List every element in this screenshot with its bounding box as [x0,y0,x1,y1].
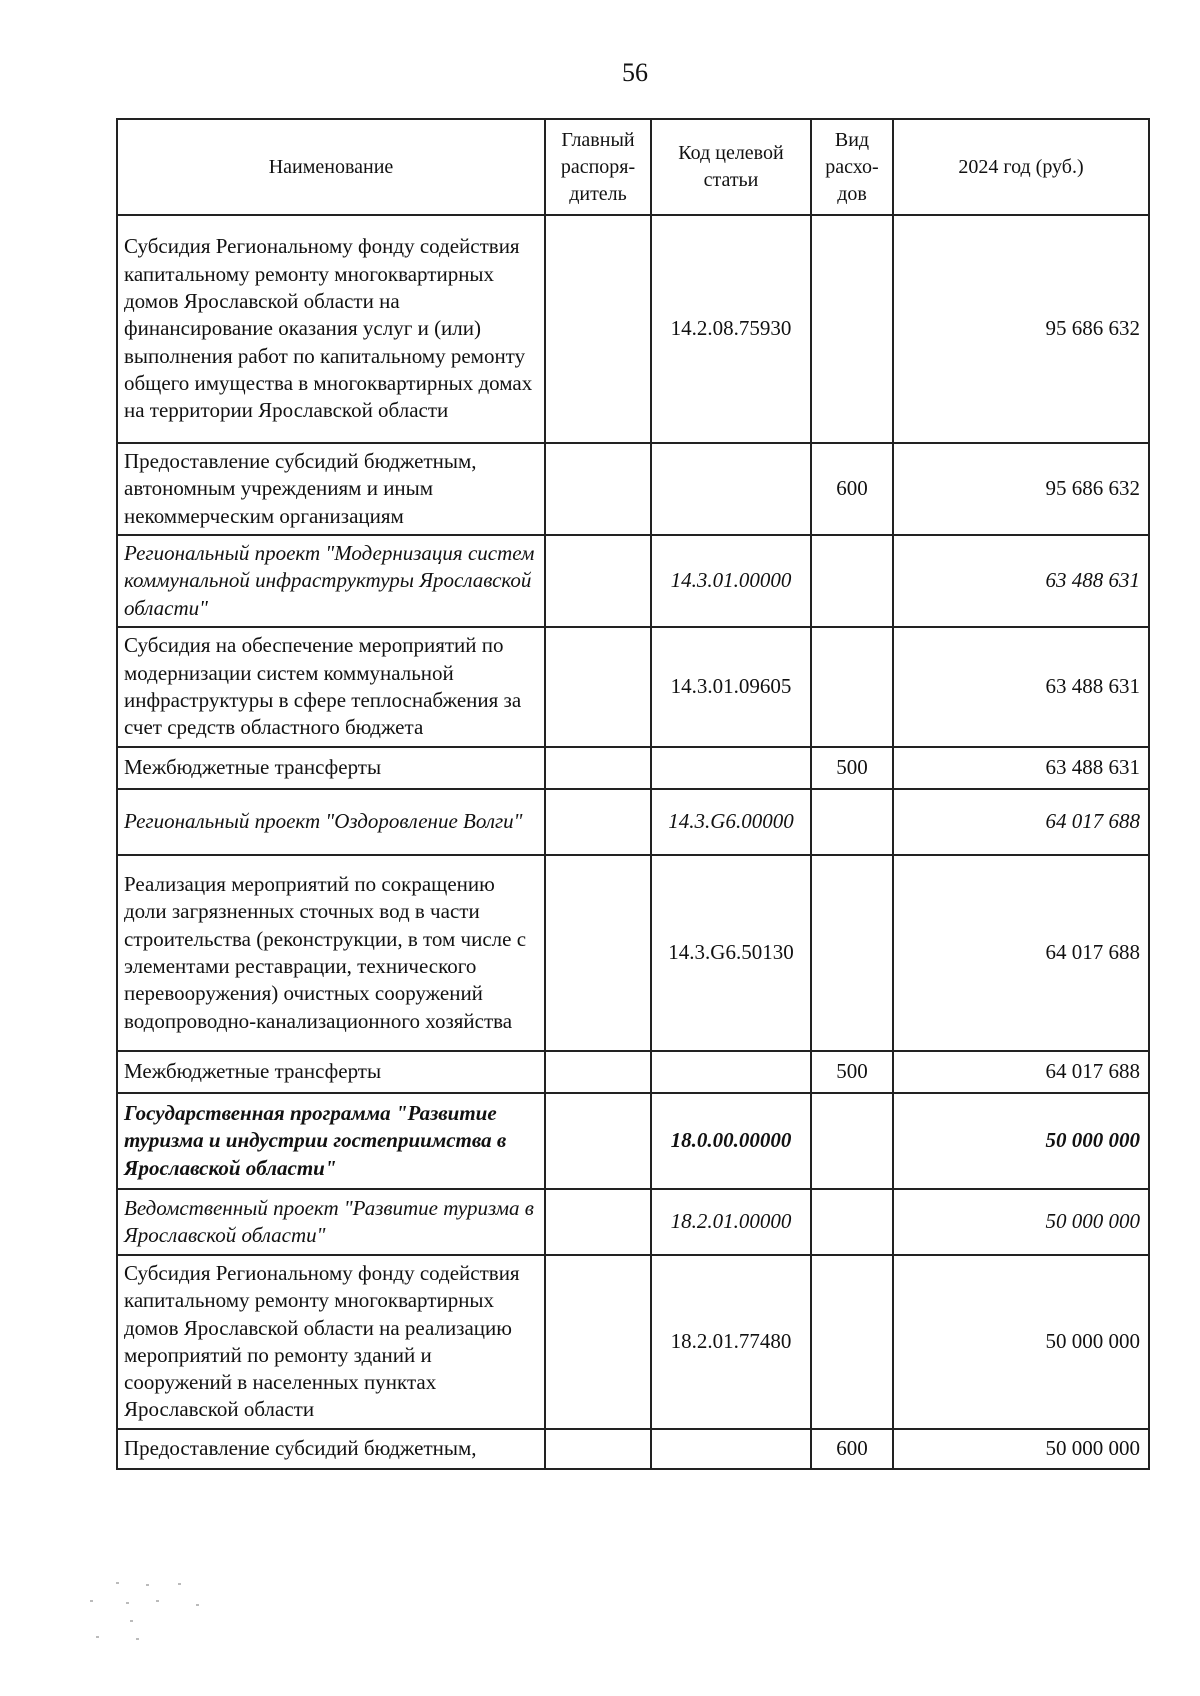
table-row [117,1093,1149,1189]
cell-grbs [545,1189,651,1255]
table-body [117,215,1149,1469]
cell-amount: 95 686 632 [893,443,1149,535]
header-grbs: Главный распоря-дитель [545,119,651,215]
cell-code: 14.3.G6.50130 [651,855,811,1051]
cell-grbs [545,535,651,627]
cell-vid: 600 [811,443,893,535]
cell-name: Государственная программа "Развитие туризма и индустрии гостеприимства в Ярославской области" [117,1093,545,1189]
cell-amount: 63 488 631 [893,535,1149,627]
cell-grbs [545,443,651,535]
cell-vid: 500 [811,1051,893,1093]
table-row [117,535,1149,627]
cell-grbs [545,1093,651,1189]
cell-name: Региональный проект "Модернизация систем коммунальной инфраструктуры Ярославской области" [117,535,545,627]
table-row [117,627,1149,747]
cell-code [651,443,811,535]
table-row [117,747,1149,789]
cell-name: Субсидия Региональному фонду содействия капитальному ремонту многоквартирных домов Ярославской области на реализацию мероприятий по ремонту зданий и сооружений в населенных пунктах Ярославской области [117,1255,545,1429]
cell-grbs [545,215,651,443]
cell-vid [811,1189,893,1255]
table-row [117,1429,1149,1469]
cell-code: 14.3.01.09605 [651,627,811,747]
table-row [117,215,1149,443]
header-vid: Вид расхо-дов [811,119,893,215]
table-header-row [117,119,1149,215]
cell-vid [811,789,893,855]
cell-name: Межбюджетные трансферты [117,747,545,789]
cell-name: Субсидия Региональному фонду содействия капитальному ремонту многоквартирных домов Ярославской области на финансирование оказания услуг и (или) выполнения работ по капитальному ремонту общего имущества в многоквартирных домах на территории Ярославской области [117,215,545,443]
cell-grbs [545,789,651,855]
cell-amount: 63 488 631 [893,747,1149,789]
cell-name: Субсидия на обеспечение мероприятий по модернизации систем коммунальной инфраструктуры в сфере теплоснабжения за счет средств областного бюджета [117,627,545,747]
cell-name: Реализация мероприятий по сокращению доли загрязненных сточных вод в части строительства (реконструкции, в том числе с элементами реставрации, технического перевооружения) очистных сооружений водопроводно-канализационного хозяйства [117,855,545,1051]
cell-grbs [545,1429,651,1469]
cell-amount: 50 000 000 [893,1189,1149,1255]
cell-code: 18.0.00.00000 [651,1093,811,1189]
table-row [117,1189,1149,1255]
cell-grbs [545,855,651,1051]
table-row [117,1051,1149,1093]
cell-name: Межбюджетные трансферты [117,1051,545,1093]
cell-grbs [545,747,651,789]
cell-amount: 50 000 000 [893,1255,1149,1429]
cell-grbs [545,627,651,747]
cell-code: 14.3.G6.00000 [651,789,811,855]
cell-amount: 50 000 000 [893,1429,1149,1469]
cell-amount: 64 017 688 [893,789,1149,855]
cell-code: 14.2.08.75930 [651,215,811,443]
cell-code [651,1051,811,1093]
cell-code: 14.3.01.00000 [651,535,811,627]
table-row [117,1255,1149,1429]
cell-vid: 600 [811,1429,893,1469]
table-row [117,789,1149,855]
cell-amount: 63 488 631 [893,627,1149,747]
header-name: Наименование [117,119,545,215]
cell-vid: 500 [811,747,893,789]
cell-amount: 50 000 000 [893,1093,1149,1189]
cell-code: 18.2.01.00000 [651,1189,811,1255]
cell-vid [811,1093,893,1189]
cell-amount: 95 686 632 [893,215,1149,443]
cell-vid [811,535,893,627]
cell-code [651,747,811,789]
cell-code: 18.2.01.77480 [651,1255,811,1429]
cell-amount: 64 017 688 [893,855,1149,1051]
cell-vid [811,855,893,1051]
budget-table [116,118,1150,1470]
header-code: Код целевой статьи [651,119,811,215]
cell-grbs [545,1255,651,1429]
cell-name: Ведомственный проект "Развитие туризма в Ярославской области" [117,1189,545,1255]
cell-vid [811,1255,893,1429]
cell-code [651,1429,811,1469]
header-year: 2024 год (руб.) [893,119,1149,215]
table-row [117,855,1149,1051]
cell-vid [811,215,893,443]
cell-name: Региональный проект "Оздоровление Волги" [117,789,545,855]
cell-vid [811,627,893,747]
cell-amount: 64 017 688 [893,1051,1149,1093]
scan-artifact [86,1580,226,1660]
cell-name: Предоставление субсидий бюджетным, [117,1429,545,1469]
cell-name: Предоставление субсидий бюджетным, автономным учреждениям и иным некоммерческим организациям [117,443,545,535]
cell-grbs [545,1051,651,1093]
table-row [117,443,1149,535]
page-number: 56 [622,58,648,87]
